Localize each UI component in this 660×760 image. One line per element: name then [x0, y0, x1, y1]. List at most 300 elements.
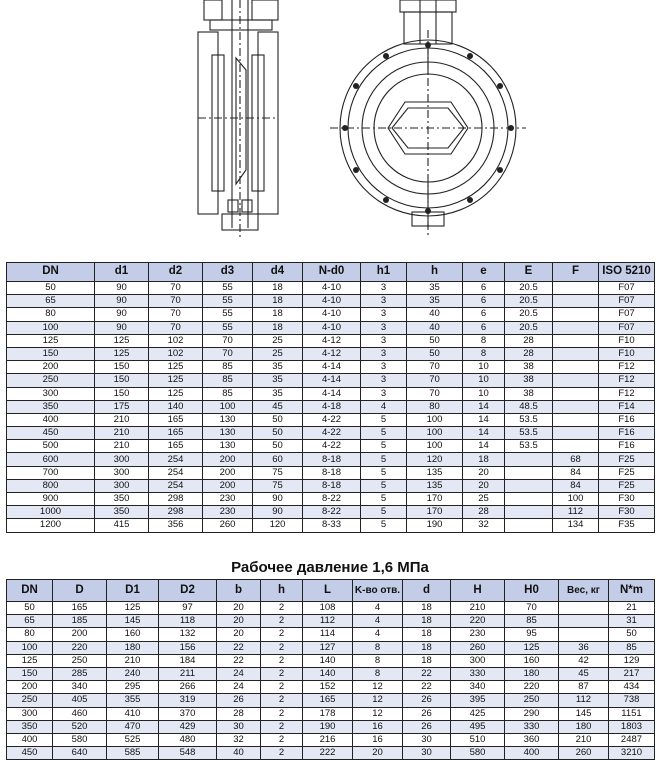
table-cell: 700 [7, 466, 95, 479]
table-cell: 85 [203, 374, 253, 387]
table-cell: 175 [95, 400, 149, 413]
table-cell [559, 615, 609, 628]
column-header: F [553, 263, 599, 282]
table-cell: 10 [463, 374, 505, 387]
table-cell: 70 [149, 321, 203, 334]
table-cell: 90 [253, 506, 303, 519]
table-cell: 130 [203, 413, 253, 426]
table-cell: 170 [407, 506, 463, 519]
table-cell: 85 [609, 641, 655, 654]
table-cell: 210 [95, 427, 149, 440]
table-header-row [7, 580, 655, 602]
table-cell: 84 [553, 466, 599, 479]
table-row [7, 493, 655, 506]
table-cell: 8 [463, 347, 505, 360]
section-title: Рабочее давление 1,6 МПа [231, 559, 429, 576]
table-cell: 220 [505, 681, 559, 694]
table-cell: 6 [463, 321, 505, 334]
table-cell: 150 [95, 361, 149, 374]
table-cell: 250 [7, 374, 95, 387]
table-cell: 180 [559, 720, 609, 733]
table-cell: 125 [7, 654, 53, 667]
table-cell: 8-18 [303, 466, 361, 479]
table-cell: 20.5 [505, 321, 553, 334]
table-row [7, 654, 655, 667]
table-cell: 20 [217, 628, 261, 641]
table-cell: 100 [407, 413, 463, 426]
table-cell: 18 [253, 308, 303, 321]
table-cell: 135 [407, 466, 463, 479]
table-cell: 50 [7, 282, 95, 295]
table-cell: 24 [217, 667, 261, 680]
table-cell: 495 [451, 720, 505, 733]
table-cell: 50 [609, 628, 655, 641]
table-cell: 30 [217, 720, 261, 733]
table-cell: 42 [559, 654, 609, 667]
table-cell: 150 [95, 374, 149, 387]
table-cell: 295 [107, 681, 159, 694]
table-cell: 20 [217, 615, 261, 628]
table-cell: 300 [95, 466, 149, 479]
table-row [7, 641, 655, 654]
table-cell: 38 [505, 374, 553, 387]
table-cell: F10 [599, 347, 655, 360]
table-cell: 340 [451, 681, 505, 694]
table-cell: 4-14 [303, 361, 361, 374]
table-row [7, 374, 655, 387]
table-row [7, 506, 655, 519]
table-cell: 90 [95, 308, 149, 321]
table-cell: 5 [361, 413, 407, 426]
table-cell [553, 282, 599, 295]
table-cell: 14 [463, 413, 505, 426]
table-cell: 87 [559, 681, 609, 694]
column-header: D1 [107, 580, 159, 602]
table-cell: 2 [261, 615, 303, 628]
table-row [7, 334, 655, 347]
table-cell: 30 [403, 747, 451, 760]
table-cell: 178 [303, 707, 353, 720]
column-header: d [403, 580, 451, 602]
table-cell: 10 [463, 361, 505, 374]
table-cell: 70 [149, 308, 203, 321]
table-cell: 25 [253, 347, 303, 360]
table-cell: 55 [203, 295, 253, 308]
table-cell: 50 [253, 440, 303, 453]
table-cell: 2 [261, 654, 303, 667]
table-cell: 585 [107, 747, 159, 760]
table-cell [553, 413, 599, 426]
table-cell [553, 374, 599, 387]
table-row [7, 413, 655, 426]
table-cell: 8-33 [303, 519, 361, 532]
table-cell: 3 [361, 374, 407, 387]
table-cell: 165 [53, 602, 107, 615]
column-header: H0 [505, 580, 559, 602]
column-header: b [217, 580, 261, 602]
column-header: h [407, 263, 463, 282]
table-cell: 152 [303, 681, 353, 694]
table-row [7, 466, 655, 479]
table-cell: 290 [505, 707, 559, 720]
table-cell: 395 [451, 694, 505, 707]
table-cell: 145 [559, 707, 609, 720]
table-cell: 285 [53, 667, 107, 680]
table-cell: 8 [353, 654, 403, 667]
table-cell [553, 321, 599, 334]
table-cell: 102 [149, 334, 203, 347]
table-cell: 222 [303, 747, 353, 760]
table-header-row [7, 263, 655, 282]
table-cell [505, 466, 553, 479]
table-cell: 2 [261, 707, 303, 720]
table-cell [505, 479, 553, 492]
table-row [7, 361, 655, 374]
table-cell: 40 [217, 747, 261, 760]
table-row [7, 519, 655, 532]
table-cell: 330 [505, 720, 559, 733]
table-cell: 510 [451, 733, 505, 746]
table-cell: 260 [203, 519, 253, 532]
table-cell: 6 [463, 295, 505, 308]
table-cell: 1803 [609, 720, 655, 733]
table-cell: 100 [407, 440, 463, 453]
table-cell: 18 [403, 641, 451, 654]
table-cell: 26 [403, 694, 451, 707]
table-cell: 200 [203, 453, 253, 466]
table-cell: 1200 [7, 519, 95, 532]
table-cell: 70 [203, 347, 253, 360]
table-cell: 125 [95, 334, 149, 347]
table-cell: 460 [53, 707, 107, 720]
table-cell: 5 [361, 427, 407, 440]
table-cell: 25 [253, 334, 303, 347]
table-cell: 125 [149, 374, 203, 387]
table-cell: 40 [407, 321, 463, 334]
table-cell: 125 [149, 387, 203, 400]
table-cell: 53.5 [505, 427, 553, 440]
table-cell: F14 [599, 400, 655, 413]
table-cell: 400 [7, 413, 95, 426]
table-cell: 100 [407, 427, 463, 440]
table-cell: 350 [7, 720, 53, 733]
table-cell: 254 [149, 453, 203, 466]
table-cell: 14 [463, 400, 505, 413]
table-cell: F30 [599, 506, 655, 519]
table-row [7, 720, 655, 733]
table-cell: 250 [53, 654, 107, 667]
table-cell: 145 [107, 615, 159, 628]
table-cell: 26 [217, 694, 261, 707]
table-cell: 18 [403, 654, 451, 667]
table-cell: 100 [203, 400, 253, 413]
table-cell: 55 [203, 282, 253, 295]
valve-technical-drawing [0, 0, 660, 255]
table-cell: 250 [505, 694, 559, 707]
table-cell: 125 [505, 641, 559, 654]
table-cell [553, 295, 599, 308]
table-cell: F25 [599, 479, 655, 492]
table-row [7, 602, 655, 615]
table-cell: 18 [403, 615, 451, 628]
valve-side-view [198, 0, 278, 238]
table-cell: 3 [361, 361, 407, 374]
table-row [7, 707, 655, 720]
table-row [7, 387, 655, 400]
table-cell: 5 [361, 466, 407, 479]
table-cell: 160 [107, 628, 159, 641]
table-cell: F25 [599, 453, 655, 466]
table-cell: 200 [7, 681, 53, 694]
table-cell: 97 [159, 602, 217, 615]
table-cell: 300 [7, 387, 95, 400]
table-cell: 28 [505, 334, 553, 347]
table-cell: 4-10 [303, 321, 361, 334]
table-cell: 130 [203, 427, 253, 440]
table-cell: 300 [95, 479, 149, 492]
table-cell: 4-10 [303, 282, 361, 295]
table-cell: 24 [217, 681, 261, 694]
table-cell: 112 [553, 506, 599, 519]
table-cell: 220 [53, 641, 107, 654]
table-cell: F12 [599, 361, 655, 374]
table-cell: 4-14 [303, 374, 361, 387]
table-cell: 100 [7, 641, 53, 654]
table-cell: 95 [505, 628, 559, 641]
column-header: h1 [361, 263, 407, 282]
table-cell: 68 [553, 453, 599, 466]
table-cell: 4 [353, 615, 403, 628]
table-cell: 132 [159, 628, 217, 641]
table-cell: 75 [253, 479, 303, 492]
table-cell: 4-10 [303, 308, 361, 321]
table-cell: 580 [451, 747, 505, 760]
table-cell: 150 [95, 387, 149, 400]
table-cell: 4-10 [303, 295, 361, 308]
table-cell: 53.5 [505, 413, 553, 426]
table-cell: 32 [463, 519, 505, 532]
table-cell: 35 [253, 387, 303, 400]
table-cell: 40 [407, 308, 463, 321]
table-cell: F07 [599, 308, 655, 321]
table-cell: 125 [107, 602, 159, 615]
table-cell: 135 [407, 479, 463, 492]
table-cell: 80 [407, 400, 463, 413]
table-cell: 500 [7, 440, 95, 453]
table-cell: 350 [95, 506, 149, 519]
table-cell: 370 [159, 707, 217, 720]
table-cell: 35 [407, 295, 463, 308]
table-cell: 298 [149, 493, 203, 506]
table-cell: 254 [149, 466, 203, 479]
table-cell: 156 [159, 641, 217, 654]
table-cell: 3 [361, 282, 407, 295]
table-cell: F10 [599, 334, 655, 347]
table-cell: 434 [609, 681, 655, 694]
table-cell: 4-14 [303, 387, 361, 400]
table-cell: 85 [203, 387, 253, 400]
table-cell: 4 [361, 400, 407, 413]
table-cell: 112 [559, 694, 609, 707]
table-cell: 18 [463, 453, 505, 466]
table-row [7, 308, 655, 321]
table-cell: 580 [53, 733, 107, 746]
column-header: D [53, 580, 107, 602]
table-cell [505, 493, 553, 506]
table-cell: 240 [107, 667, 159, 680]
table-cell [505, 519, 553, 532]
table-cell: 70 [407, 387, 463, 400]
table-cell: 405 [53, 694, 107, 707]
table-cell [553, 347, 599, 360]
column-header: N-d0 [303, 263, 361, 282]
table-cell: 200 [203, 466, 253, 479]
table-cell: 185 [53, 615, 107, 628]
table-cell: 80 [7, 628, 53, 641]
table-cell: 38 [505, 387, 553, 400]
table-cell: 114 [303, 628, 353, 641]
table-cell: 300 [7, 707, 53, 720]
valve-front-view [330, 0, 526, 236]
table-cell [553, 334, 599, 347]
table-cell: 120 [253, 519, 303, 532]
table-cell: 640 [53, 747, 107, 760]
table-cell: 70 [203, 334, 253, 347]
table-cell: 90 [95, 295, 149, 308]
table-cell: 60 [253, 453, 303, 466]
table-cell: 8 [463, 334, 505, 347]
table-cell: 165 [149, 413, 203, 426]
table-cell: 28 [463, 506, 505, 519]
table-cell: 4 [353, 602, 403, 615]
table-cell: 180 [505, 667, 559, 680]
table-cell: 200 [7, 361, 95, 374]
table-cell: 36 [559, 641, 609, 654]
column-header: D2 [159, 580, 217, 602]
table-cell: 90 [95, 321, 149, 334]
table-cell: 8-22 [303, 493, 361, 506]
table-cell: 50 [407, 347, 463, 360]
table-cell: 4-12 [303, 334, 361, 347]
table-cell: 65 [7, 615, 53, 628]
table-row [7, 440, 655, 453]
table-cell: 150 [7, 667, 53, 680]
table-cell: 26 [403, 707, 451, 720]
table-cell: 70 [407, 361, 463, 374]
column-header: H [451, 580, 505, 602]
table-cell: 18 [253, 295, 303, 308]
table-row [7, 453, 655, 466]
table-cell: 4-18 [303, 400, 361, 413]
table-cell: 70 [149, 282, 203, 295]
table-cell: 53.5 [505, 440, 553, 453]
table-cell: 450 [7, 747, 53, 760]
table-cell: 4-22 [303, 427, 361, 440]
table-cell: F12 [599, 387, 655, 400]
table-cell: 35 [253, 374, 303, 387]
table-cell: 266 [159, 681, 217, 694]
table-cell: 120 [407, 453, 463, 466]
table-cell: 450 [7, 427, 95, 440]
table-cell: 80 [7, 308, 95, 321]
table-cell: 25 [463, 493, 505, 506]
table-cell: 70 [149, 295, 203, 308]
table-cell: 112 [303, 615, 353, 628]
table-cell: 90 [253, 493, 303, 506]
table-cell: 14 [463, 440, 505, 453]
table-cell: 480 [159, 733, 217, 746]
table-cell: 28 [217, 707, 261, 720]
table-row [7, 615, 655, 628]
table-cell: 45 [253, 400, 303, 413]
table-cell: 22 [217, 654, 261, 667]
table-row [7, 479, 655, 492]
table-row [7, 295, 655, 308]
table-cell: 125 [149, 361, 203, 374]
table-cell: 210 [95, 413, 149, 426]
table-cell: 84 [553, 479, 599, 492]
table-cell: F30 [599, 493, 655, 506]
table-cell: 22 [403, 667, 451, 680]
table-cell: 330 [451, 667, 505, 680]
table-cell: 70 [505, 602, 559, 615]
table-row [7, 628, 655, 641]
table-cell: 70 [407, 374, 463, 387]
table-cell: 425 [451, 707, 505, 720]
table-cell: 520 [53, 720, 107, 733]
table-cell: 548 [159, 747, 217, 760]
table-cell: 100 [553, 493, 599, 506]
table-cell: 50 [253, 427, 303, 440]
table-cell: 210 [95, 440, 149, 453]
table-row [7, 733, 655, 746]
table-cell: 230 [203, 493, 253, 506]
dimensions-table [6, 262, 655, 533]
table-cell: 190 [303, 720, 353, 733]
table-cell: 350 [7, 400, 95, 413]
table-cell: 5 [361, 519, 407, 532]
table-cell: 26 [403, 720, 451, 733]
table-cell [553, 361, 599, 374]
column-header: h [261, 580, 303, 602]
table-cell: 400 [505, 747, 559, 760]
table-cell: 216 [303, 733, 353, 746]
table-cell: 35 [253, 361, 303, 374]
table-cell: 4 [353, 628, 403, 641]
table-cell: 356 [149, 519, 203, 532]
table-cell: 12 [353, 694, 403, 707]
table-cell: 3 [361, 295, 407, 308]
table-cell [553, 440, 599, 453]
table-cell: 125 [7, 334, 95, 347]
table-cell: 5 [361, 453, 407, 466]
table-cell: 600 [7, 453, 95, 466]
table-cell: 14 [463, 427, 505, 440]
table-cell: 300 [95, 453, 149, 466]
table-cell: 50 [253, 413, 303, 426]
table-cell: 3 [361, 387, 407, 400]
table-cell: 18 [403, 602, 451, 615]
table-cell: 140 [149, 400, 203, 413]
table-cell: 190 [407, 519, 463, 532]
table-cell: 102 [149, 347, 203, 360]
table-cell: 8 [353, 641, 403, 654]
column-header: L [303, 580, 353, 602]
table-cell: 32 [217, 733, 261, 746]
table-cell: 170 [407, 493, 463, 506]
table-cell: 28 [505, 347, 553, 360]
table-cell: 165 [149, 427, 203, 440]
